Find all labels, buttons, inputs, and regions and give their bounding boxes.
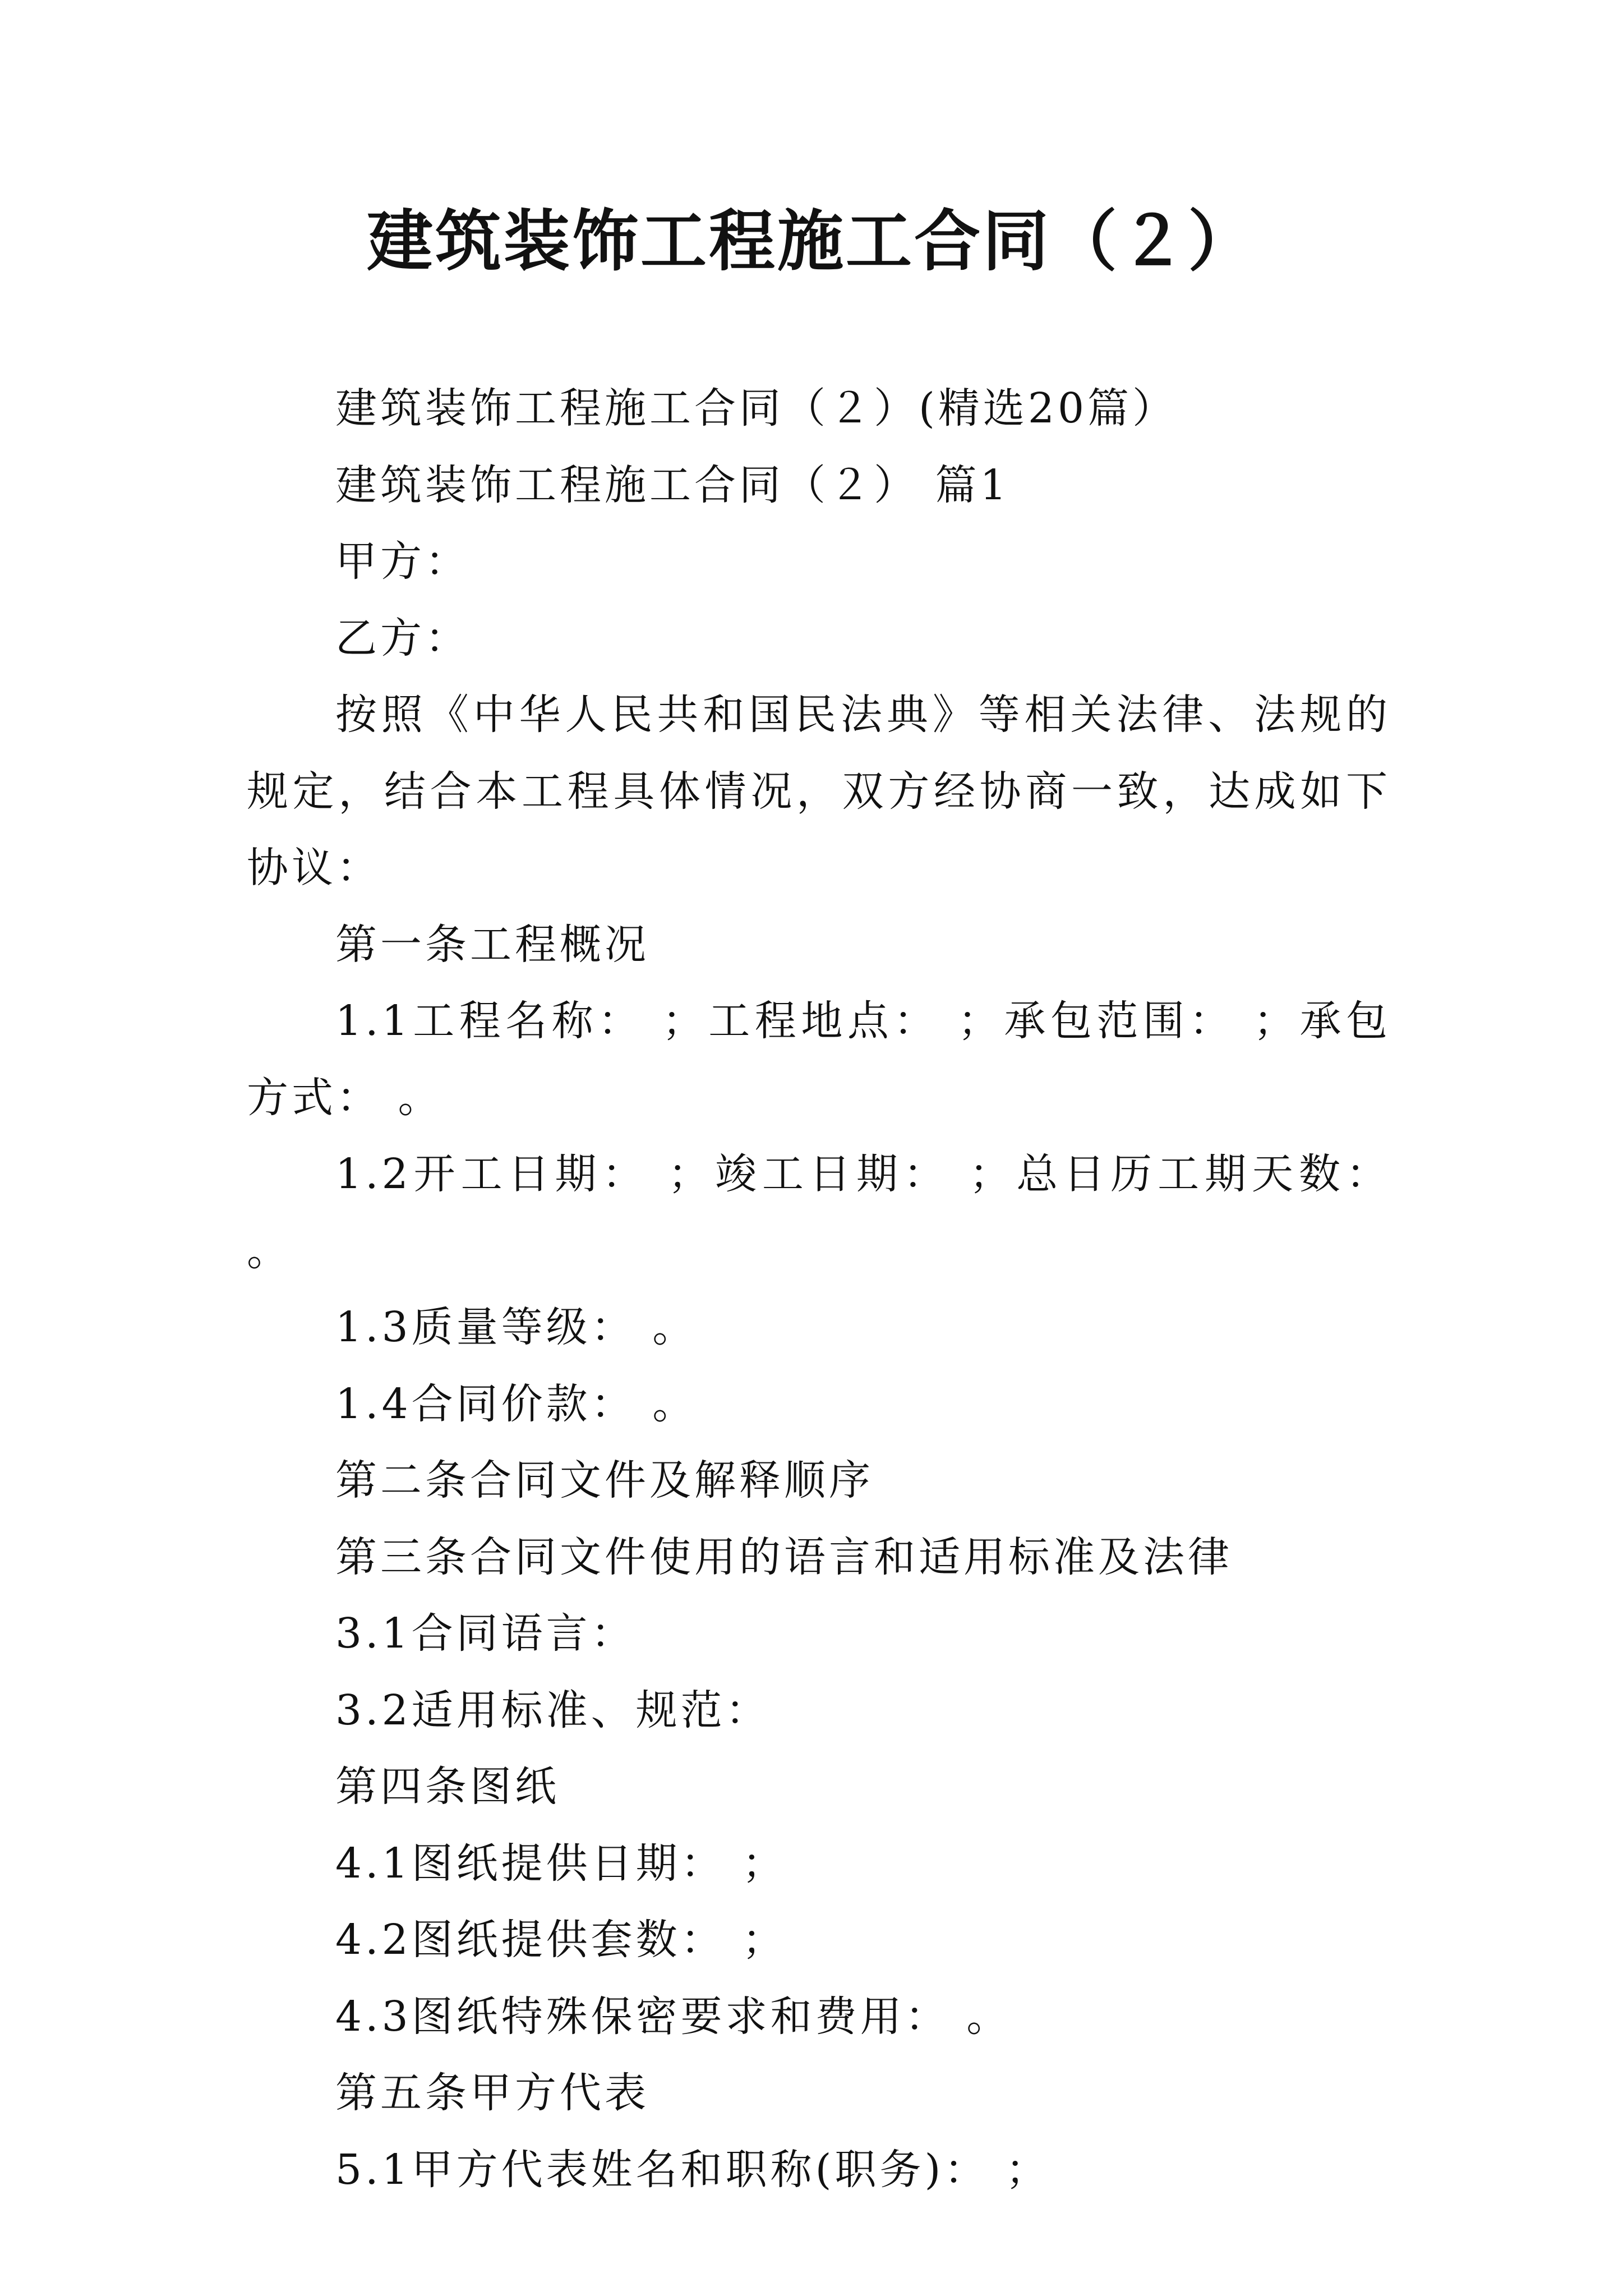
article-heading: 第三条合同文件使用的语言和适用标准及法律 [335,1533,1233,1581]
clause-line: 3.2适用标准、规范： [335,1686,771,1734]
clause-line: 1.1工程名称： ；工程地点： ；承包范围： ；承包方式： 。 [247,997,1391,1122]
clause-line: 4.1图纸提供日期： ； [335,1839,787,1888]
document-subtitle: 建筑装饰工程施工合同（２）(精选20篇） [335,384,1178,432]
clause-line: 4.2图纸提供套数： ； [335,1916,787,1964]
document-body [247,370,1408,2208]
party-a-line: 甲方： [335,537,470,586]
article-heading: 第一条工程概况 [335,920,649,969]
clause-line: 1.2开工日期： ；竣工日期： ；总日历工期天数： 。 [247,1150,1408,1275]
article-heading: 第五条甲方代表 [335,2069,649,2117]
clause-line: 1.4合同价款： 。 [335,1379,698,1428]
section-heading: 建筑装饰工程施工合同（２） 篇1 [335,461,1010,509]
article-heading: 第二条合同文件及解释顺序 [335,1456,874,1504]
party-b-line: 乙方： [335,614,470,662]
article-heading: 第四条图纸 [335,1763,560,1811]
preamble-paragraph: 按照《中华人民共和国民法典》等相关法律、法规的规定，结合本工程具体情况，双方经协商一致，达成如下协议： [247,691,1391,892]
clause-line: 3.1合同语言： [335,1609,636,1658]
clause-line: 5.1甲方代表姓名和职称(职务)： ； [335,2145,1050,2194]
document-title: 建筑装饰工程施工合同（２） [366,202,1256,280]
clause-line: 1.3质量等级： 。 [335,1303,698,1351]
clause-line: 4.3图纸特殊保密要求和费用： 。 [335,1992,1012,2041]
